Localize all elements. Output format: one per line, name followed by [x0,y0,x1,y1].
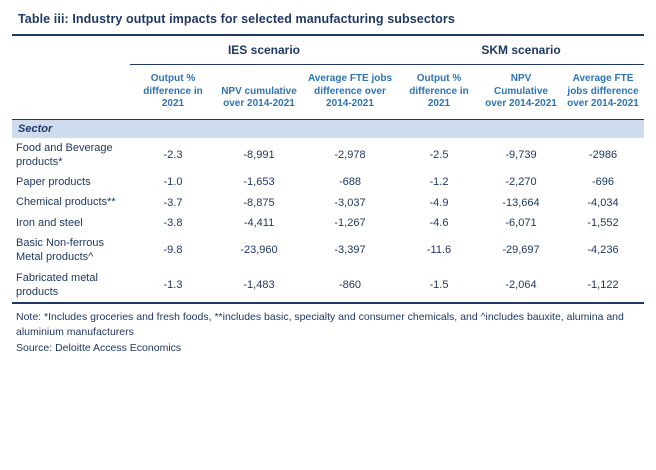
table-row [12,268,644,304]
cell-paper-skm-fte: -696 [591,176,615,189]
cell-chemical-skm-output: -4.9 [429,196,449,209]
cell-fabricated-skm-output: -1.5 [429,278,449,291]
row-label-fabricated-metal: Fabricated metal products [16,271,98,298]
scenario-header-row [12,36,644,65]
cell-nonferrous-skm-output: -11.6 [426,244,452,257]
cell-chemical-ies-output: -3.7 [163,196,183,209]
cell-fabricated-ies-fte: -860 [338,278,362,291]
cell-food-ies-fte: -2,978 [334,148,366,161]
column-header-row [12,65,644,120]
table-row [12,233,644,268]
table-row [12,172,644,192]
table-title: Table iii: Industry output impacts for selected manufacturing subsectors [18,12,455,26]
row-label-food-beverage: Food and Beverage products* [16,141,113,168]
table-row [12,138,644,173]
table-row [12,192,644,212]
cell-food-ies-npv: -8,991 [243,148,275,161]
cell-food-ies-output: -2.3 [163,148,183,161]
cell-iron-skm-fte: -1,552 [587,216,619,229]
cell-paper-skm-output: -1.2 [429,176,449,189]
table-bottom-rule [12,303,644,304]
row-label-non-ferrous: Basic Non-ferrous Metal products^ [16,236,105,264]
cell-iron-skm-output: -4.6 [429,216,449,229]
sector-banner-row [12,120,644,138]
cell-chemical-skm-fte: -4,034 [587,196,619,209]
cell-paper-ies-npv: -1,653 [243,176,275,189]
cell-iron-skm-npv: -6,071 [505,216,537,229]
table-notes [16,310,636,356]
cell-food-skm-fte: -2986 [588,148,618,161]
row-label-iron-steel: Iron and steel [16,216,83,229]
cell-iron-ies-npv: -4,411 [243,216,275,229]
column-header-skm-npv: NPV Cumulative over 2014-2021 [485,73,557,109]
cell-chemical-ies-fte: -3,037 [334,196,366,209]
column-header-skm-output-diff: Output % difference in 2021 [409,73,469,109]
cell-nonferrous-ies-npv: -23,960 [240,244,278,257]
column-header-ies-npv: NPV cumulative over 2014-2021 [221,85,297,109]
cell-fabricated-ies-npv: -1,483 [243,278,275,291]
cell-nonferrous-ies-fte: -3,397 [334,244,366,257]
scenario-header-ies: IES scenario [130,36,398,65]
cell-fabricated-ies-output: -1.3 [163,278,183,291]
cell-chemical-skm-npv: -13,664 [502,196,540,209]
output-impacts-table [12,34,644,304]
table-note-text: Note: *Includes groceries and fresh foods, **includes basic, specialty and consumer chemicals, and ^includes bauxite, alumina and aluminium manufacturers [16,311,624,339]
table-source-text: Source: Deloitte Access Economics [16,341,182,354]
cell-paper-ies-fte: -688 [338,176,362,189]
cell-iron-ies-output: -3.8 [163,216,183,229]
cell-fabricated-skm-fte: -1,122 [587,278,619,291]
cell-food-skm-output: -2.5 [429,148,449,161]
sector-banner-label: Sector [12,120,644,138]
cell-paper-skm-npv: -2,270 [505,176,537,189]
cell-iron-ies-fte: -1,267 [334,216,366,229]
column-header-blank [12,65,130,120]
scenario-header-spacer [12,36,130,65]
column-header-skm-fte: Average FTE jobs difference over 2014-2021 [567,73,639,109]
cell-chemical-ies-npv: -8,875 [243,196,275,209]
cell-paper-ies-output: -1.0 [163,176,183,189]
cell-nonferrous-skm-npv: -29,697 [502,244,540,257]
cell-nonferrous-skm-fte: -4,236 [587,244,619,257]
row-label-chemical: Chemical products** [16,196,116,209]
row-label-paper: Paper products [16,176,91,189]
cell-nonferrous-ies-output: -9.8 [163,244,183,257]
column-header-ies-fte: Average FTE jobs difference over 2014-2021 [307,73,393,109]
cell-food-skm-npv: -9,739 [505,148,537,161]
table-row [12,213,644,233]
column-header-ies-output-diff: Output % difference in 2021 [143,73,203,109]
scenario-header-skm: SKM scenario [398,36,644,65]
cell-fabricated-skm-npv: -2,064 [505,278,537,291]
